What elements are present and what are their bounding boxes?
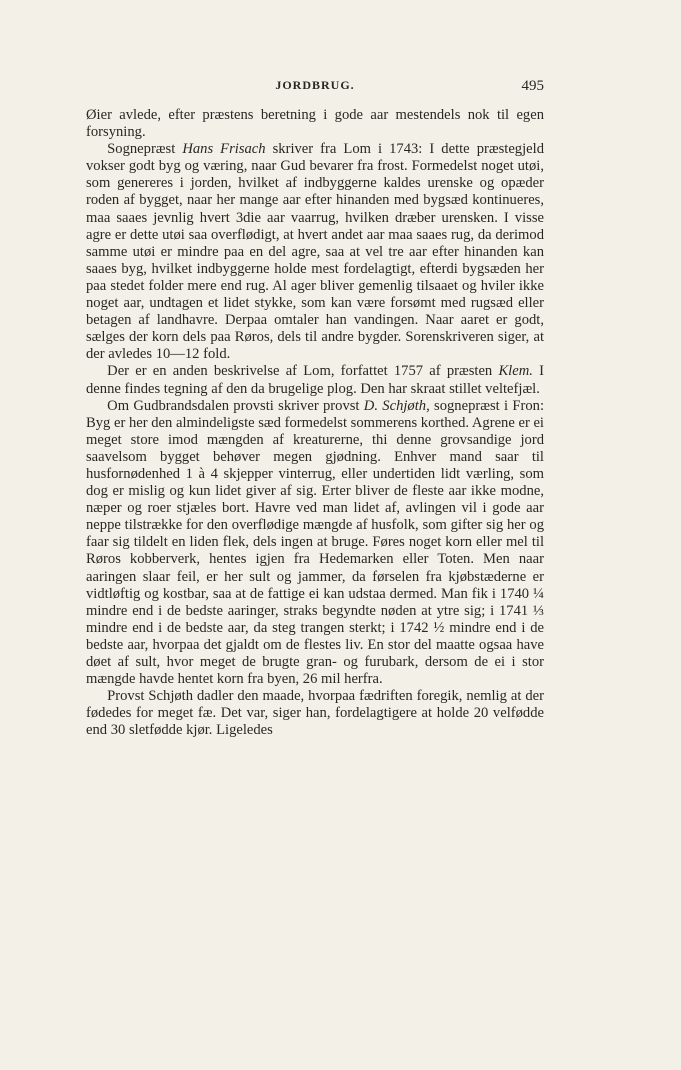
paragraph [86, 141, 544, 363]
text-run: Sognepræst [107, 141, 183, 158]
text-run: Der er en anden beskrivelse af Lom, forfattet 1757 af præsten [107, 363, 499, 380]
page-number: 495 [521, 78, 544, 94]
text-run: Øier avlede, efter præstens beretning i gode aar mestendels nok til egen forsyning. [86, 107, 544, 141]
text-run: I denne findes tegning af den da brugelige plog. Den har skraat stillet veltefjæl. [86, 363, 544, 397]
paragraph [86, 363, 544, 397]
page-header [86, 78, 544, 96]
text-run: sognepræst i Fron: Byg er her den almindeligste sæd formedelst sommerens korthed. Agrene er ei meget store imod mængden af kreaturerne, thi denne grovsandige jord saavelsom bygget behøver megen gjødning. Enhver mand saar til husfornødenhed 1 à 4 skjepper vinterrug, eller undertiden lidt værling, som dog er mislig og kun lidet giver af sig. Erter bliver de fleste aar ikke modne, næper og roer stjæles bort. Havre ved man lidet af, avlingen vil i gode aar neppe tilstrække for den overflødige mængde af husfolk, som gifter sig her og faar sig tildelt en liden flek, dels ingen at bruge. Føres noget korn eller mel til Røros kobberverk, hentes igjen fra Hedemarken eller Toten. Men naar aaringen slaar feil, er her sult og jammer, da førselen fra kjøbstæderne er vidtløftig og kostbar, saa at de fattige ei kan udstaa dermed. Man fik i 1740 ¼ mindre end i de bedste aaringer, straks begyndte nøden at ytre sig; i 1741 ⅓ mindre end i de bedste aar, da steg trangen sterkt; i 1742 ½ mindre end i de bedste aar, hvorpaa det gjaldt om de flestes liv. En stor del maatte ogsaa have døet af sult, hvor meget de brugte gran- og furubark, dersom de ei i stor mængde havde hentet korn fra byen, 26 mil herfra. [86, 397, 544, 688]
italic-name: Klem. [498, 363, 533, 380]
italic-name: D. Schjøth, [363, 397, 430, 414]
text-run: Om Gudbrandsdalen provsti skriver provst [107, 397, 364, 414]
text-run: skriver fra Lom i 1743: I dette præstegjeld vokser godt byg og væring, naar Gud bevarer fra frost. Formedelst noget utøi, som genereres i jorden, hvilket af indbyggerne kaldes urenske og opæder roden af bygget, naar her mange aar efter hinanden med bygsæd kontinueres, maa saaes jevnlig hvert 3die aar vaarrug, hvilken dræber urensken. I visse agre er dette utøi saa overflødigt, at hvert andet aar maa saaes rug, da derimod samme utøi er mindre paa en del agre, saa at vel tre aar efter hinanden kan saaes byg, hvilket indbyggerne holde mest fordelagtigt, efterdi bygsæden her paa stedet folder mere end rug. Al ager bliver gemenlig tilsaaet og hviler ikke noget aar, undtagen et lidet stykke, som kan være forsømt med rugsæd eller betagen af landhavre. Derpaa omtaler han vandingen. Naar aaret er godt, sælges der korn dels paa Røros, dels til andre bygder. Sorenskriveren siger, at der avledes 10—12 fold. [86, 141, 544, 363]
running-title: JORDBRUG. [275, 78, 355, 92]
body-text [86, 107, 544, 739]
paragraph [86, 107, 544, 141]
text-run: Provst Schjøth dadler den maade, hvorpaa fædriften foregik, nemlig at der fødedes for meget fæ. Det var, siger han, fordelagtigere at holde 20 velfødde end 30 sletfødde kjør. Ligeledes [86, 688, 544, 739]
italic-name: Hans Frisach [182, 141, 266, 158]
paragraph [86, 688, 544, 739]
paragraph [86, 398, 544, 689]
